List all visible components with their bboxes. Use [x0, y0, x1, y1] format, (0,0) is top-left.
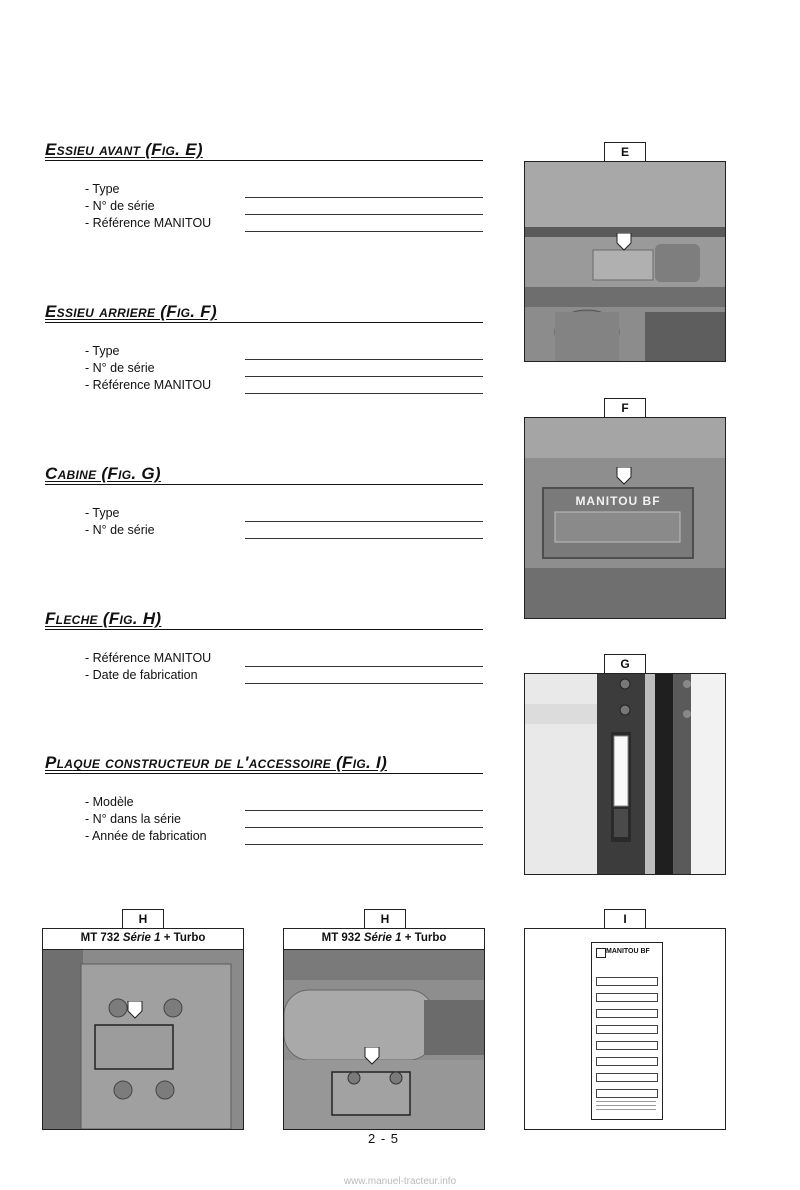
figure-g-photo: [524, 673, 726, 875]
fill-line[interactable]: [245, 231, 483, 232]
cabin-photo: [525, 674, 725, 874]
figure-e-photo: [524, 161, 726, 362]
plate-divider: [596, 1109, 656, 1110]
figure-f-photo: [524, 417, 726, 619]
plate-divider: [596, 1101, 656, 1102]
field-label-serie: - N° de série: [85, 361, 155, 375]
arrow-down-icon: [616, 467, 632, 485]
field-label-reference: - Référence MANITOU: [85, 378, 212, 392]
figure-h-right-caption: MT 932 Série 1 + Turbo: [321, 932, 447, 944]
front-axle-photo: [525, 162, 725, 361]
manufacturer-plate: [591, 942, 663, 1120]
field-label-serie: - N° de série: [85, 199, 155, 213]
field-label-type: - Type: [85, 506, 120, 520]
figure-tab-e: E: [604, 142, 646, 162]
fill-line[interactable]: [245, 666, 483, 667]
boom-photo-mt732: [43, 950, 243, 1129]
footer-watermark: www.manuel-tracteur.info: [343, 1176, 457, 1187]
section-title-cabine: Cabine (Fig. G): [45, 464, 483, 485]
plate-field: [596, 1057, 658, 1066]
fill-line[interactable]: [245, 197, 483, 198]
fill-line[interactable]: [245, 376, 483, 377]
plate-field: [596, 993, 658, 1002]
plate-divider: [596, 1105, 656, 1106]
plate-field: [596, 1025, 658, 1034]
field-label-reference: - Référence MANITOU: [85, 651, 212, 665]
field-label-serie: - N° dans la série: [85, 812, 182, 826]
fill-line[interactable]: [245, 538, 483, 539]
fill-line[interactable]: [245, 521, 483, 522]
plate-field: [596, 1009, 658, 1018]
plate-brand: MANITOU BF: [606, 948, 650, 955]
fill-line[interactable]: [245, 683, 483, 684]
field-label-type: - Type: [85, 182, 120, 196]
plate-field: [596, 977, 658, 986]
plate-field: [596, 1089, 658, 1098]
figure-tab-f: F: [604, 398, 646, 418]
figure-h-left-photo: [42, 928, 244, 1130]
figure-h-left-caption: MT 732 Série 1 + Turbo: [80, 932, 206, 944]
fill-line[interactable]: [245, 810, 483, 811]
figure-tab-i: I: [604, 909, 646, 929]
section-title-plaque-constructeur: Plaque constructeur de l'accessoire (Fig. I): [45, 753, 483, 774]
field-label-reference: - Référence MANITOU: [85, 216, 212, 230]
figure-h-right-photo: [283, 928, 485, 1130]
arrow-down-icon: [616, 233, 632, 251]
page-number: 2 - 5: [368, 1131, 400, 1146]
figure-tab-h-right: H: [364, 909, 406, 929]
fill-line[interactable]: [245, 214, 483, 215]
section-title-fleche: Fleche (Fig. H): [45, 609, 483, 630]
fill-line[interactable]: [245, 393, 483, 394]
field-label-type: - Type: [85, 344, 120, 358]
fill-line[interactable]: [245, 827, 483, 828]
figure-i-drawing: [524, 928, 726, 1130]
figure-tab-g: G: [604, 654, 646, 674]
boom-photo-mt932: [284, 950, 484, 1129]
plate-field: [596, 1073, 658, 1082]
field-label-date: - Date de fabrication: [85, 668, 198, 682]
plate-field: [596, 1041, 658, 1050]
field-label-modele: - Modèle: [85, 795, 134, 809]
plate-brand-text: MANITOU BF: [575, 494, 661, 508]
fill-line[interactable]: [245, 359, 483, 360]
figure-tab-h-left: H: [122, 909, 164, 929]
arrow-down-icon: [364, 1047, 380, 1065]
rear-axle-photo: [525, 418, 725, 618]
section-title-essieu-arriere: Essieu arriere (Fig. F): [45, 302, 483, 323]
arrow-down-icon: [127, 1001, 143, 1019]
section-title-essieu-avant: Essieu avant (Fig. E): [45, 140, 483, 161]
field-label-annee: - Année de fabrication: [85, 829, 207, 843]
field-label-serie: - N° de série: [85, 523, 155, 537]
manitou-logo-icon: [596, 948, 606, 958]
fill-line[interactable]: [245, 844, 483, 845]
